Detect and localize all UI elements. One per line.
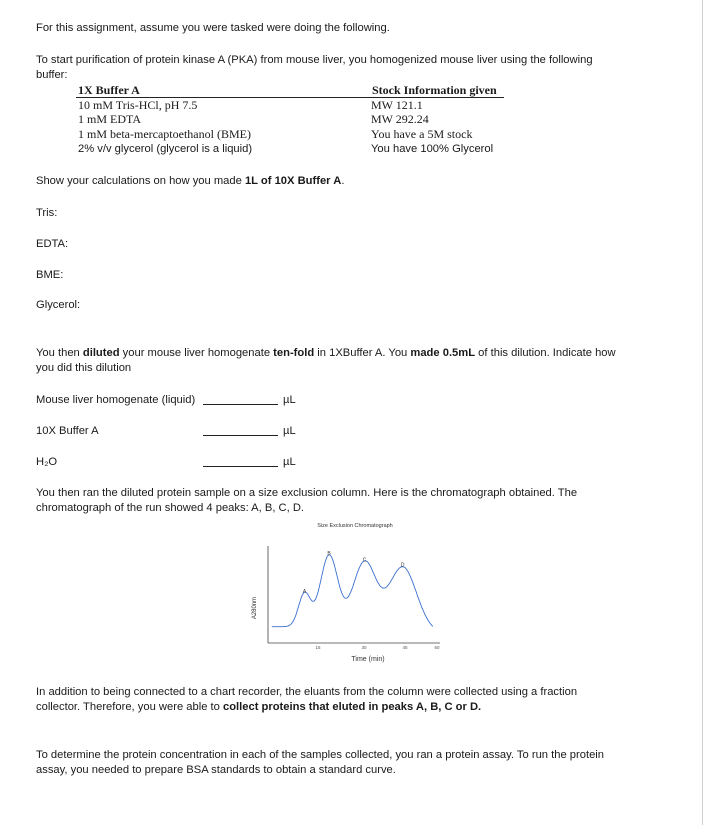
calculation-prompt xyxy=(36,174,344,189)
chromatograph-trace xyxy=(272,555,433,627)
purification-text-line1: To start purification of protein kinase A (PKA) from mouse liver, you homogenized mouse liver using the following xyxy=(36,54,593,66)
assay-text-line1: To determine the protein concentration in each of the samples collected, you ran a protein assay. To run the protein xyxy=(36,749,604,761)
peak-labels xyxy=(303,551,405,595)
dilution-row-buffer-unit: µL xyxy=(283,425,296,437)
purification-text-line2: buffer: xyxy=(36,69,68,81)
x-axis-label: Time (min) xyxy=(351,656,385,663)
x-tick-labels xyxy=(315,645,440,650)
calc-prompt-text: Show your calculations on how you made xyxy=(36,175,245,187)
calc-prompt-emphasis: 1L of 10X Buffer A xyxy=(244,175,342,187)
fraction-text-line2 xyxy=(36,700,481,715)
peak-label-d: D xyxy=(400,562,405,569)
intro-text: For this assignment, assume you were tasked were doing the following. xyxy=(36,22,390,34)
dilution-row-water-unit: µL xyxy=(283,456,296,468)
dilution-text-line1 xyxy=(36,346,616,361)
dilution-text-line2: you did this dilution xyxy=(36,362,132,374)
x-tick-label: 30 xyxy=(361,645,367,650)
fraction-text-line1: In addition to being connected to a chart recorder, the eluants from the column were collected using a fraction xyxy=(36,686,578,698)
chart-title: Size Exclusion Chromatograph xyxy=(317,523,393,529)
peak-label-c: C xyxy=(362,557,367,564)
dilution-text-d: of this dilution. Indicate how xyxy=(475,347,616,359)
buffer-row-3-right: You have a 5M stock xyxy=(371,127,473,141)
homogenate-answer-blank[interactable] xyxy=(203,404,278,405)
buffer-row-3-left: 1 mM beta-mercaptoethanol (BME) xyxy=(78,127,251,141)
dilution-row-homogenate-unit: µL xyxy=(283,394,296,406)
fraction-text-emphasis: collect proteins that eluted in peaks A, B, C or D. xyxy=(222,701,482,713)
buffer-row-2-right: MW 292.24 xyxy=(371,112,429,126)
buffer-row-1-left: 10 mM Tris-HCl, pH 7.5 xyxy=(78,98,198,112)
water-answer-blank[interactable] xyxy=(203,466,278,467)
buffer-header-left: 1X Buffer A xyxy=(78,83,140,97)
sec-text-line1: You then ran the diluted protein sample on a size exclusion column. Here is the chromatograph obtained. The xyxy=(36,487,578,499)
component-glycerol: Glycerol: xyxy=(36,299,81,311)
dilution-emph-volume: made 0.5mL xyxy=(410,347,476,359)
dilution-text-c: in 1XBuffer A. You xyxy=(314,347,411,359)
buffer-row-1-right: MW 121.1 xyxy=(371,98,423,112)
peak-label-a: A xyxy=(302,589,307,596)
assay-text-line2: assay, you needed to prepare BSA standards to obtain a standard curve. xyxy=(36,764,396,776)
dilution-row-homogenate-label: Mouse liver homogenate (liquid) xyxy=(36,394,196,406)
y-axis-label: A280nm xyxy=(252,596,258,620)
x-tick-label: 60 xyxy=(434,645,440,650)
component-bme: BME: xyxy=(36,269,64,281)
dilution-emph-tenfold: ten-fold xyxy=(273,347,315,359)
fraction-text-plain: collector. Therefore, you were able to xyxy=(36,701,223,713)
dilution-row-water-label: H₂O xyxy=(36,456,58,468)
dilution-text-a: You then xyxy=(36,347,83,359)
buffer-row-4-right: You have 100% Glycerol xyxy=(371,143,494,155)
sec-text-line2: chromatograph of the run showed 4 peaks: A, B, C, D. xyxy=(36,502,305,514)
x-tick-label: 45 xyxy=(402,645,408,650)
buffer-header-right: Stock Information given xyxy=(372,83,497,97)
calc-prompt-period: . xyxy=(341,175,345,187)
dilution-emph-diluted: diluted xyxy=(82,347,120,359)
buffer-answer-blank[interactable] xyxy=(203,435,278,436)
x-tick-label: 15 xyxy=(315,645,321,650)
dilution-row-buffer-label: 10X Buffer A xyxy=(36,425,99,437)
component-edta: EDTA: xyxy=(36,238,69,250)
chromatograph-chart xyxy=(240,518,480,668)
dilution-text-b: your mouse liver homogenate xyxy=(119,347,274,359)
peak-label-b: B xyxy=(327,550,331,557)
buffer-row-4-left: 2% v/v glycerol (glycerol is a liquid) xyxy=(78,143,253,155)
buffer-row-2-left: 1 mM EDTA xyxy=(78,112,142,126)
component-tris: Tris: xyxy=(36,207,58,219)
